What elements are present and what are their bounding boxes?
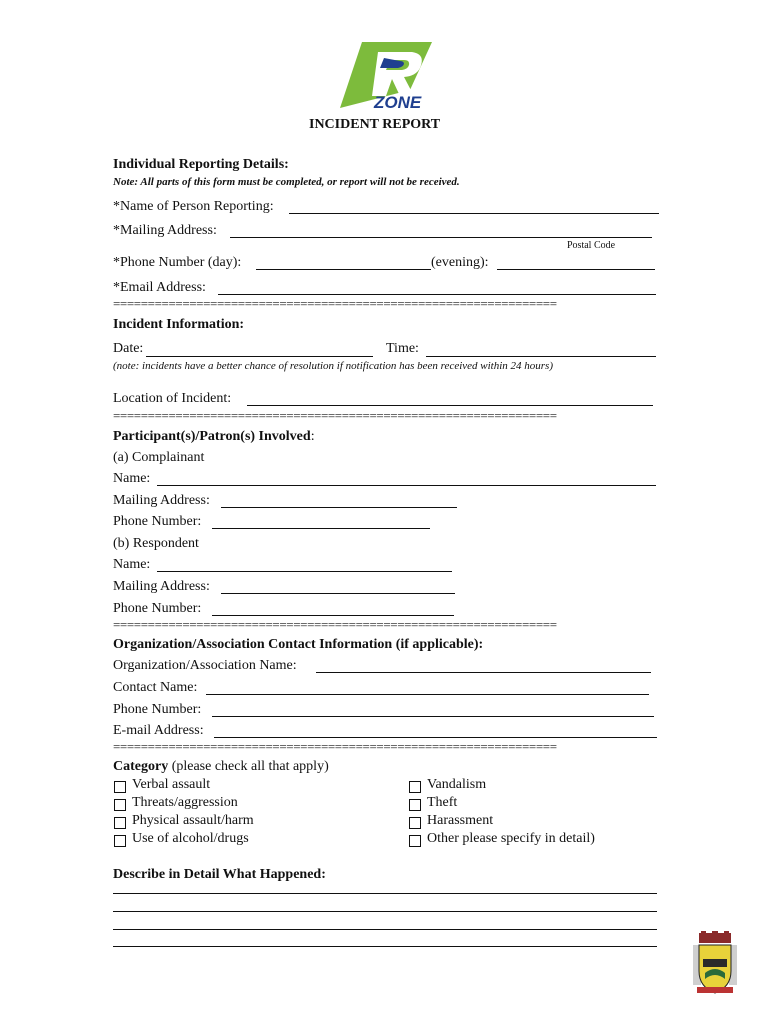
checkbox-physical-assault[interactable] xyxy=(114,817,126,829)
date-label: Date: xyxy=(113,341,144,356)
date-field[interactable] xyxy=(146,356,373,357)
contact-name-field[interactable] xyxy=(206,694,649,695)
category-left-0: Verbal assault xyxy=(132,777,211,792)
category-right-0: Vandalism xyxy=(427,777,487,792)
complainant-phone-field[interactable] xyxy=(212,528,430,529)
location-label: Location of Incident: xyxy=(113,391,232,406)
checkbox-other[interactable] xyxy=(409,835,421,847)
category-heading xyxy=(113,759,329,775)
describe-line-3[interactable] xyxy=(113,929,657,930)
logo-text: ZONE xyxy=(374,93,422,112)
category-right-1: Theft xyxy=(427,795,458,810)
organization-heading: Organization/Association Contact Information (if applicable): xyxy=(113,637,484,652)
checkbox-theft[interactable] xyxy=(409,799,421,811)
phone-day-label: *Phone Number (day): xyxy=(113,255,242,270)
separator-3: ================================================================ xyxy=(113,617,557,632)
respondent-label: (b) Respondent xyxy=(113,536,199,551)
complainant-mailing-field[interactable] xyxy=(221,507,457,508)
category-heading-text: Category xyxy=(113,759,169,774)
separator-4: ================================================================ xyxy=(113,739,557,754)
page-title: INCIDENT REPORT xyxy=(309,117,441,132)
describe-line-1[interactable] xyxy=(113,893,657,894)
checkbox-threats-aggression[interactable] xyxy=(114,799,126,811)
participants-heading xyxy=(113,429,315,445)
reporter-name-label: *Name of Person Reporting: xyxy=(113,199,274,214)
individual-note: Note: All parts of this form must be completed, or report will not be received. xyxy=(113,176,460,188)
town-crest-icon xyxy=(693,931,737,997)
respondent-mailing-label: Mailing Address: xyxy=(113,579,210,594)
contact-name-label: Contact Name: xyxy=(113,680,198,695)
category-right-2: Harassment xyxy=(427,813,494,828)
complainant-label: (a) Complainant xyxy=(113,450,205,465)
separator-2: ================================================================ xyxy=(113,408,557,423)
org-phone-field[interactable] xyxy=(212,716,654,717)
complainant-name-label: Name: xyxy=(113,471,151,486)
category-left-1: Threats/aggression xyxy=(132,795,238,810)
checkbox-alcohol-drugs[interactable] xyxy=(114,835,126,847)
incident-heading: Incident Information: xyxy=(113,317,245,332)
complainant-name-field[interactable] xyxy=(157,485,656,486)
checkbox-harassment[interactable] xyxy=(409,817,421,829)
respondent-mailing-field[interactable] xyxy=(221,593,455,594)
complainant-mailing-label: Mailing Address: xyxy=(113,493,210,508)
describe-heading: Describe in Detail What Happened: xyxy=(113,867,326,882)
org-email-field[interactable] xyxy=(214,737,657,738)
respondent-name-label: Name: xyxy=(113,557,151,572)
location-field[interactable] xyxy=(247,405,653,406)
category-left-2: Physical assault/harm xyxy=(132,813,254,828)
mailing-address-label: *Mailing Address: xyxy=(113,223,217,238)
checkbox-verbal-assault[interactable] xyxy=(114,781,126,793)
individual-heading: Individual Reporting Details: xyxy=(113,157,289,172)
participants-heading-colon: : xyxy=(310,429,315,444)
org-phone-label: Phone Number: xyxy=(113,702,202,717)
time-field[interactable] xyxy=(426,356,656,357)
separator-1: ================================================================ xyxy=(113,296,557,311)
category-right-3: Other please specify in detail) xyxy=(427,831,595,846)
checkbox-vandalism[interactable] xyxy=(409,781,421,793)
incident-note: (note: incidents have a better chance of resolution if notification has been received within 24 hours) xyxy=(113,360,554,372)
mailing-address-field[interactable] xyxy=(230,237,652,238)
reporter-name-field[interactable] xyxy=(289,213,659,214)
zone-logo xyxy=(340,42,432,112)
email-field[interactable] xyxy=(218,294,656,295)
email-label: *Email Address: xyxy=(113,280,206,295)
time-label: Time: xyxy=(386,341,419,356)
org-name-field[interactable] xyxy=(316,672,651,673)
respondent-phone-label: Phone Number: xyxy=(113,601,202,616)
category-subheading: (please check all that apply) xyxy=(168,759,329,774)
category-left-3: Use of alcohol/drugs xyxy=(132,831,249,846)
participants-heading-text: Participant(s)/Patron(s) Involved xyxy=(113,429,311,444)
postal-code-label: Postal Code xyxy=(567,240,616,251)
org-name-label: Organization/Association Name: xyxy=(113,658,297,673)
org-email-label: E-mail Address: xyxy=(113,723,204,738)
phone-evening-field[interactable] xyxy=(497,269,655,270)
phone-evening-label: (evening): xyxy=(431,255,489,270)
respondent-name-field[interactable] xyxy=(157,571,452,572)
complainant-phone-label: Phone Number: xyxy=(113,514,202,529)
phone-day-field[interactable] xyxy=(256,269,431,270)
describe-line-2[interactable] xyxy=(113,911,657,912)
respondent-phone-field[interactable] xyxy=(212,615,454,616)
describe-line-4[interactable] xyxy=(113,946,657,947)
